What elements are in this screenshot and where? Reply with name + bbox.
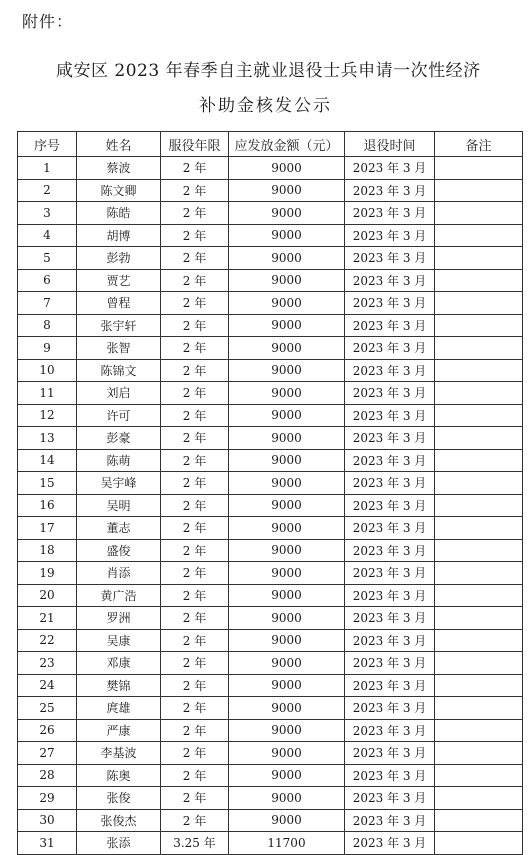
cell-serial-no: 2	[18, 179, 77, 202]
cell-remarks	[435, 832, 523, 855]
cell-serial-no: 15	[18, 472, 77, 495]
header-service-years: 服役年限	[161, 132, 229, 157]
cell-amount: 9000	[229, 629, 345, 652]
cell-discharge-date: 2023 年 3 月	[345, 539, 435, 562]
table-header-row	[18, 132, 523, 157]
cell-discharge-date: 2023 年 3 月	[345, 292, 435, 315]
cell-amount: 9000	[229, 472, 345, 495]
table-row	[18, 832, 523, 855]
cell-service-years: 2 年	[161, 652, 229, 675]
cell-serial-no: 20	[18, 584, 77, 607]
cell-service-years: 2 年	[161, 674, 229, 697]
cell-service-years: 2 年	[161, 224, 229, 247]
table-row	[18, 652, 523, 675]
cell-amount: 9000	[229, 584, 345, 607]
cell-remarks	[435, 809, 523, 832]
cell-serial-no: 4	[18, 224, 77, 247]
cell-name: 彭豪	[77, 427, 161, 450]
cell-remarks	[435, 652, 523, 675]
cell-amount: 9000	[229, 427, 345, 450]
cell-service-years: 2 年	[161, 472, 229, 495]
cell-service-years: 2 年	[161, 494, 229, 517]
cell-discharge-date: 2023 年 3 月	[345, 742, 435, 765]
cell-remarks	[435, 449, 523, 472]
cell-name: 张俊杰	[77, 809, 161, 832]
cell-serial-no: 25	[18, 697, 77, 720]
cell-name: 吴明	[77, 494, 161, 517]
cell-service-years: 2 年	[161, 562, 229, 585]
cell-serial-no: 26	[18, 719, 77, 742]
cell-discharge-date: 2023 年 3 月	[345, 179, 435, 202]
cell-service-years: 2 年	[161, 404, 229, 427]
cell-remarks	[435, 202, 523, 225]
cell-serial-no: 8	[18, 314, 77, 337]
cell-serial-no: 31	[18, 832, 77, 855]
cell-amount: 9000	[229, 359, 345, 382]
cell-serial-no: 18	[18, 539, 77, 562]
cell-service-years: 2 年	[161, 449, 229, 472]
cell-remarks	[435, 382, 523, 405]
cell-discharge-date: 2023 年 3 月	[345, 517, 435, 540]
cell-service-years: 2 年	[161, 787, 229, 810]
table-row	[18, 179, 523, 202]
cell-amount: 11700	[229, 832, 345, 855]
cell-remarks	[435, 764, 523, 787]
cell-service-years: 2 年	[161, 382, 229, 405]
table-row	[18, 539, 523, 562]
cell-amount: 9000	[229, 517, 345, 540]
cell-amount: 9000	[229, 809, 345, 832]
cell-amount: 9000	[229, 247, 345, 270]
cell-remarks	[435, 719, 523, 742]
cell-name: 严康	[77, 719, 161, 742]
table-row	[18, 629, 523, 652]
table-row	[18, 247, 523, 270]
cell-discharge-date: 2023 年 3 月	[345, 247, 435, 270]
table-row	[18, 269, 523, 292]
cell-service-years: 2 年	[161, 764, 229, 787]
header-serial-no: 序号	[18, 132, 77, 157]
table-row	[18, 764, 523, 787]
cell-amount: 9000	[229, 292, 345, 315]
cell-remarks	[435, 337, 523, 360]
cell-discharge-date: 2023 年 3 月	[345, 404, 435, 427]
cell-discharge-date: 2023 年 3 月	[345, 607, 435, 630]
cell-serial-no: 22	[18, 629, 77, 652]
cell-name: 吴康	[77, 629, 161, 652]
cell-service-years: 2 年	[161, 629, 229, 652]
cell-name: 肖添	[77, 562, 161, 585]
cell-service-years: 2 年	[161, 202, 229, 225]
cell-amount: 9000	[229, 742, 345, 765]
cell-remarks	[435, 562, 523, 585]
cell-remarks	[435, 539, 523, 562]
cell-discharge-date: 2023 年 3 月	[345, 787, 435, 810]
cell-service-years: 2 年	[161, 584, 229, 607]
cell-remarks	[435, 494, 523, 517]
cell-name: 蔡波	[77, 157, 161, 180]
cell-discharge-date: 2023 年 3 月	[345, 494, 435, 517]
cell-amount: 9000	[229, 764, 345, 787]
cell-name: 黄广浩	[77, 584, 161, 607]
cell-service-years: 3.25 年	[161, 832, 229, 855]
table-row	[18, 337, 523, 360]
cell-remarks	[435, 584, 523, 607]
table-row	[18, 202, 523, 225]
cell-name: 樊锦	[77, 674, 161, 697]
cell-serial-no: 27	[18, 742, 77, 765]
cell-name: 罗洲	[77, 607, 161, 630]
cell-service-years: 2 年	[161, 607, 229, 630]
cell-remarks	[435, 742, 523, 765]
cell-name: 陈皓	[77, 202, 161, 225]
cell-service-years: 2 年	[161, 427, 229, 450]
cell-service-years: 2 年	[161, 337, 229, 360]
cell-amount: 9000	[229, 314, 345, 337]
cell-amount: 9000	[229, 697, 345, 720]
table-row	[18, 674, 523, 697]
cell-service-years: 2 年	[161, 314, 229, 337]
cell-name: 彭勃	[77, 247, 161, 270]
cell-remarks	[435, 629, 523, 652]
table-row	[18, 607, 523, 630]
cell-amount: 9000	[229, 179, 345, 202]
subsidy-table	[17, 131, 523, 855]
cell-discharge-date: 2023 年 3 月	[345, 224, 435, 247]
cell-serial-no: 1	[18, 157, 77, 180]
cell-amount: 9000	[229, 382, 345, 405]
cell-remarks	[435, 697, 523, 720]
document-title-line-2: 补助金核发公示	[199, 96, 332, 116]
cell-remarks	[435, 787, 523, 810]
header-discharge-date: 退役时间	[345, 132, 435, 157]
table-row	[18, 359, 523, 382]
table-row	[18, 517, 523, 540]
cell-name: 邓康	[77, 652, 161, 675]
cell-amount: 9000	[229, 539, 345, 562]
cell-amount: 9000	[229, 674, 345, 697]
cell-service-years: 2 年	[161, 809, 229, 832]
cell-remarks	[435, 179, 523, 202]
table-row	[18, 562, 523, 585]
cell-service-years: 2 年	[161, 697, 229, 720]
cell-amount: 9000	[229, 719, 345, 742]
header-remarks: 备注	[435, 132, 523, 157]
cell-discharge-date: 2023 年 3 月	[345, 719, 435, 742]
cell-serial-no: 24	[18, 674, 77, 697]
table-row	[18, 224, 523, 247]
cell-amount: 9000	[229, 607, 345, 630]
cell-service-years: 2 年	[161, 742, 229, 765]
table-row	[18, 719, 523, 742]
cell-service-years: 2 年	[161, 157, 229, 180]
cell-service-years: 2 年	[161, 719, 229, 742]
cell-discharge-date: 2023 年 3 月	[345, 472, 435, 495]
cell-service-years: 2 年	[161, 269, 229, 292]
cell-discharge-date: 2023 年 3 月	[345, 674, 435, 697]
cell-serial-no: 30	[18, 809, 77, 832]
cell-discharge-date: 2023 年 3 月	[345, 562, 435, 585]
cell-discharge-date: 2023 年 3 月	[345, 202, 435, 225]
cell-name: 李基波	[77, 742, 161, 765]
table-row	[18, 787, 523, 810]
cell-discharge-date: 2023 年 3 月	[345, 809, 435, 832]
table-row	[18, 809, 523, 832]
header-amount: 应发放金额（元）	[229, 132, 345, 157]
cell-discharge-date: 2023 年 3 月	[345, 359, 435, 382]
cell-remarks	[435, 157, 523, 180]
cell-discharge-date: 2023 年 3 月	[345, 697, 435, 720]
cell-serial-no: 7	[18, 292, 77, 315]
cell-service-years: 2 年	[161, 179, 229, 202]
table-row	[18, 427, 523, 450]
cell-name: 张智	[77, 337, 161, 360]
table-row	[18, 584, 523, 607]
cell-serial-no: 16	[18, 494, 77, 517]
cell-discharge-date: 2023 年 3 月	[345, 764, 435, 787]
table-row	[18, 404, 523, 427]
cell-remarks	[435, 607, 523, 630]
table-row	[18, 494, 523, 517]
cell-amount: 9000	[229, 449, 345, 472]
table-row	[18, 697, 523, 720]
cell-serial-no: 14	[18, 449, 77, 472]
table-row	[18, 292, 523, 315]
cell-amount: 9000	[229, 787, 345, 810]
cell-name: 张宇轩	[77, 314, 161, 337]
cell-amount: 9000	[229, 404, 345, 427]
cell-remarks	[435, 404, 523, 427]
cell-name: 陈奥	[77, 764, 161, 787]
cell-amount: 9000	[229, 562, 345, 585]
cell-serial-no: 19	[18, 562, 77, 585]
cell-name: 胡博	[77, 224, 161, 247]
cell-amount: 9000	[229, 224, 345, 247]
cell-amount: 9000	[229, 157, 345, 180]
cell-serial-no: 12	[18, 404, 77, 427]
table-row	[18, 742, 523, 765]
table-row	[18, 314, 523, 337]
cell-remarks	[435, 292, 523, 315]
cell-discharge-date: 2023 年 3 月	[345, 584, 435, 607]
cell-name: 张添	[77, 832, 161, 855]
cell-remarks	[435, 269, 523, 292]
cell-name: 贾艺	[77, 269, 161, 292]
cell-service-years: 2 年	[161, 539, 229, 562]
cell-discharge-date: 2023 年 3 月	[345, 314, 435, 337]
cell-remarks	[435, 517, 523, 540]
table-row	[18, 157, 523, 180]
cell-amount: 9000	[229, 652, 345, 675]
attachment-label: 附件：	[22, 12, 74, 31]
cell-discharge-date: 2023 年 3 月	[345, 449, 435, 472]
cell-service-years: 2 年	[161, 247, 229, 270]
table-row	[18, 382, 523, 405]
cell-remarks	[435, 224, 523, 247]
cell-discharge-date: 2023 年 3 月	[345, 269, 435, 292]
table-row	[18, 472, 523, 495]
cell-service-years: 2 年	[161, 517, 229, 540]
cell-name: 许可	[77, 404, 161, 427]
cell-name: 陈文卿	[77, 179, 161, 202]
cell-name: 张俊	[77, 787, 161, 810]
document-title-line-1: 咸安区 2023 年春季自主就业退役士兵申请一次性经济	[56, 61, 481, 81]
cell-serial-no: 10	[18, 359, 77, 382]
cell-serial-no: 13	[18, 427, 77, 450]
cell-remarks	[435, 359, 523, 382]
cell-name: 刘启	[77, 382, 161, 405]
cell-name: 庹雄	[77, 697, 161, 720]
cell-serial-no: 23	[18, 652, 77, 675]
cell-amount: 9000	[229, 269, 345, 292]
cell-discharge-date: 2023 年 3 月	[345, 157, 435, 180]
cell-name: 陈萌	[77, 449, 161, 472]
cell-discharge-date: 2023 年 3 月	[345, 832, 435, 855]
cell-serial-no: 11	[18, 382, 77, 405]
cell-discharge-date: 2023 年 3 月	[345, 382, 435, 405]
cell-service-years: 2 年	[161, 359, 229, 382]
header-name: 姓名	[77, 132, 161, 157]
cell-name: 曾程	[77, 292, 161, 315]
cell-remarks	[435, 314, 523, 337]
cell-name: 董志	[77, 517, 161, 540]
cell-discharge-date: 2023 年 3 月	[345, 652, 435, 675]
cell-remarks	[435, 472, 523, 495]
cell-amount: 9000	[229, 494, 345, 517]
cell-serial-no: 29	[18, 787, 77, 810]
cell-name: 陈锦文	[77, 359, 161, 382]
cell-serial-no: 3	[18, 202, 77, 225]
cell-remarks	[435, 427, 523, 450]
cell-amount: 9000	[229, 202, 345, 225]
cell-discharge-date: 2023 年 3 月	[345, 629, 435, 652]
cell-remarks	[435, 674, 523, 697]
cell-serial-no: 21	[18, 607, 77, 630]
cell-discharge-date: 2023 年 3 月	[345, 337, 435, 360]
table-row	[18, 449, 523, 472]
cell-name: 盛俊	[77, 539, 161, 562]
cell-amount: 9000	[229, 337, 345, 360]
cell-remarks	[435, 247, 523, 270]
cell-serial-no: 17	[18, 517, 77, 540]
table-body	[18, 157, 523, 855]
cell-serial-no: 28	[18, 764, 77, 787]
cell-service-years: 2 年	[161, 292, 229, 315]
cell-serial-no: 9	[18, 337, 77, 360]
cell-serial-no: 6	[18, 269, 77, 292]
cell-discharge-date: 2023 年 3 月	[345, 427, 435, 450]
cell-serial-no: 5	[18, 247, 77, 270]
cell-name: 吴宇峰	[77, 472, 161, 495]
